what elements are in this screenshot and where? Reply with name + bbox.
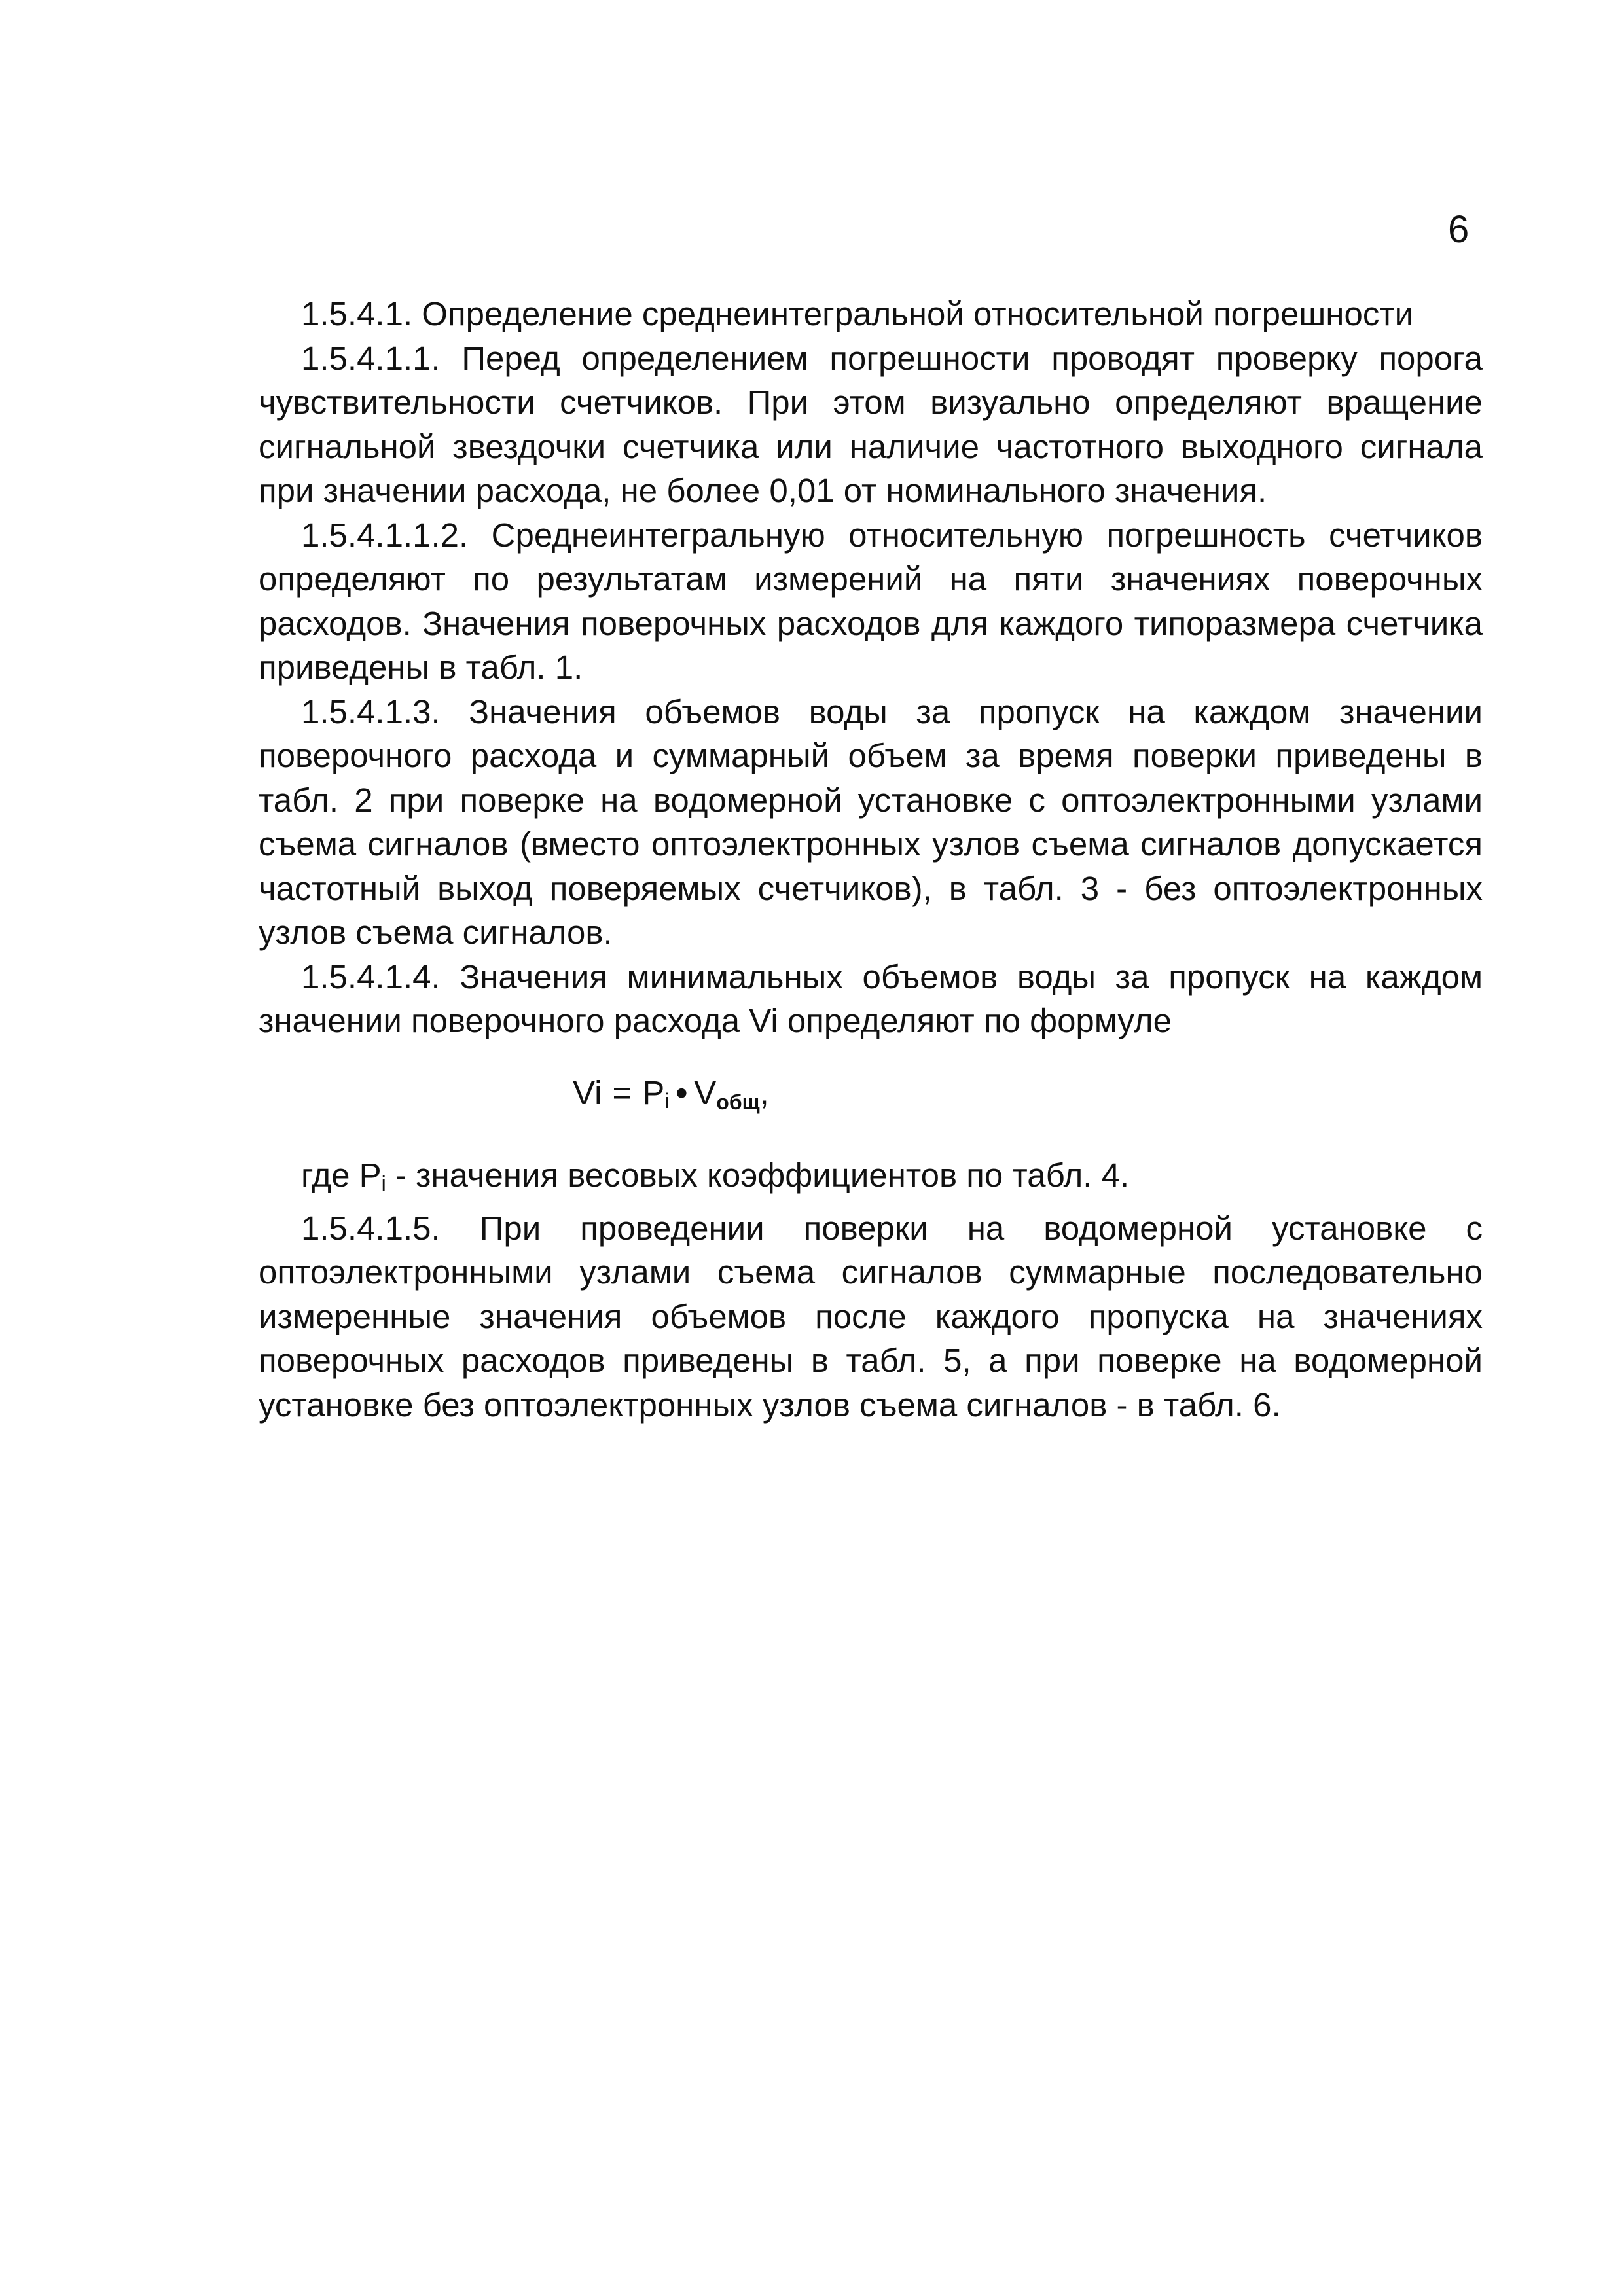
formula-explanation	[259, 1153, 1483, 1206]
formula-p-symbol: P	[642, 1073, 665, 1111]
paragraph-1-5-4-1-1-2: 1.5.4.1.1.2. Среднеинтегральную относительную погрешность счетчиков определяют по результатам измерений на пяти значениях поверочных расходов. Значения поверочных расходов для каждого типоразмера счетчика приведены в табл. 1.	[259, 516, 1483, 686]
where-subscript: i	[381, 1172, 386, 1195]
where-prefix: где P	[301, 1157, 382, 1194]
formula-vi	[259, 1071, 1483, 1125]
paragraph-1-5-4-1-4: 1.5.4.1.4. Значения минимальных объемов воды за пропуск на каждом значении поверочного расхода Vi определяют по формуле	[259, 958, 1483, 1039]
formula-lhs: Vi	[573, 1073, 602, 1111]
document-body	[259, 292, 1483, 1427]
paragraph-1-5-4-1: 1.5.4.1. Определение среднеинтегральной относительной погрешности	[301, 295, 1414, 332]
paragraph-1-5-4-1-1: 1.5.4.1.1. Перед определением погрешности проводят проверку порога чувствительности счетчиков. При этом визуально определяют вращение сигнальной звездочки счетчика или наличие частотного выходного сигнала при значении расхода, не более 0,01 от номинального значения.	[259, 339, 1483, 509]
formula-v-symbol: V	[694, 1073, 717, 1111]
paragraph-1-5-4-1-3: 1.5.4.1.3. Значения объемов воды за пропуск на каждом значении поверочного расхода и суммарный объем за время поверки приведены в табл. 2 при поверке на водомерной установке с оптоэлектронными узлами съема сигналов (вместо оптоэлектронных узлов съема сигналов допускается частотный выход поверяемых счетчиков), в табл. 3 - без оптоэлектронных узлов съема сигналов.	[259, 692, 1483, 951]
formula-v-subscript: общ	[716, 1090, 760, 1114]
paragraph-1-5-4-1-5: 1.5.4.1.5. При проведении поверки на водомерной установке с оптоэлектронными узлами съема сигналов суммарные последовательно измеренные значения объемов после каждого пропуска на значениях поверочных расходов приведены в табл. 5, а при поверке на водомерной установке без оптоэлектронных узлов съема сигналов - в табл. 6.	[259, 1209, 1483, 1424]
page-number: 6	[1448, 208, 1470, 251]
formula-trailing-comma: ,	[759, 1073, 769, 1111]
where-text: - значения весовых коэффициентов по табл. 4.	[386, 1157, 1130, 1194]
formula-multiply-dot: •	[676, 1073, 688, 1111]
formula-equals: =	[612, 1073, 632, 1111]
formula-p-subscript: i	[664, 1088, 670, 1113]
